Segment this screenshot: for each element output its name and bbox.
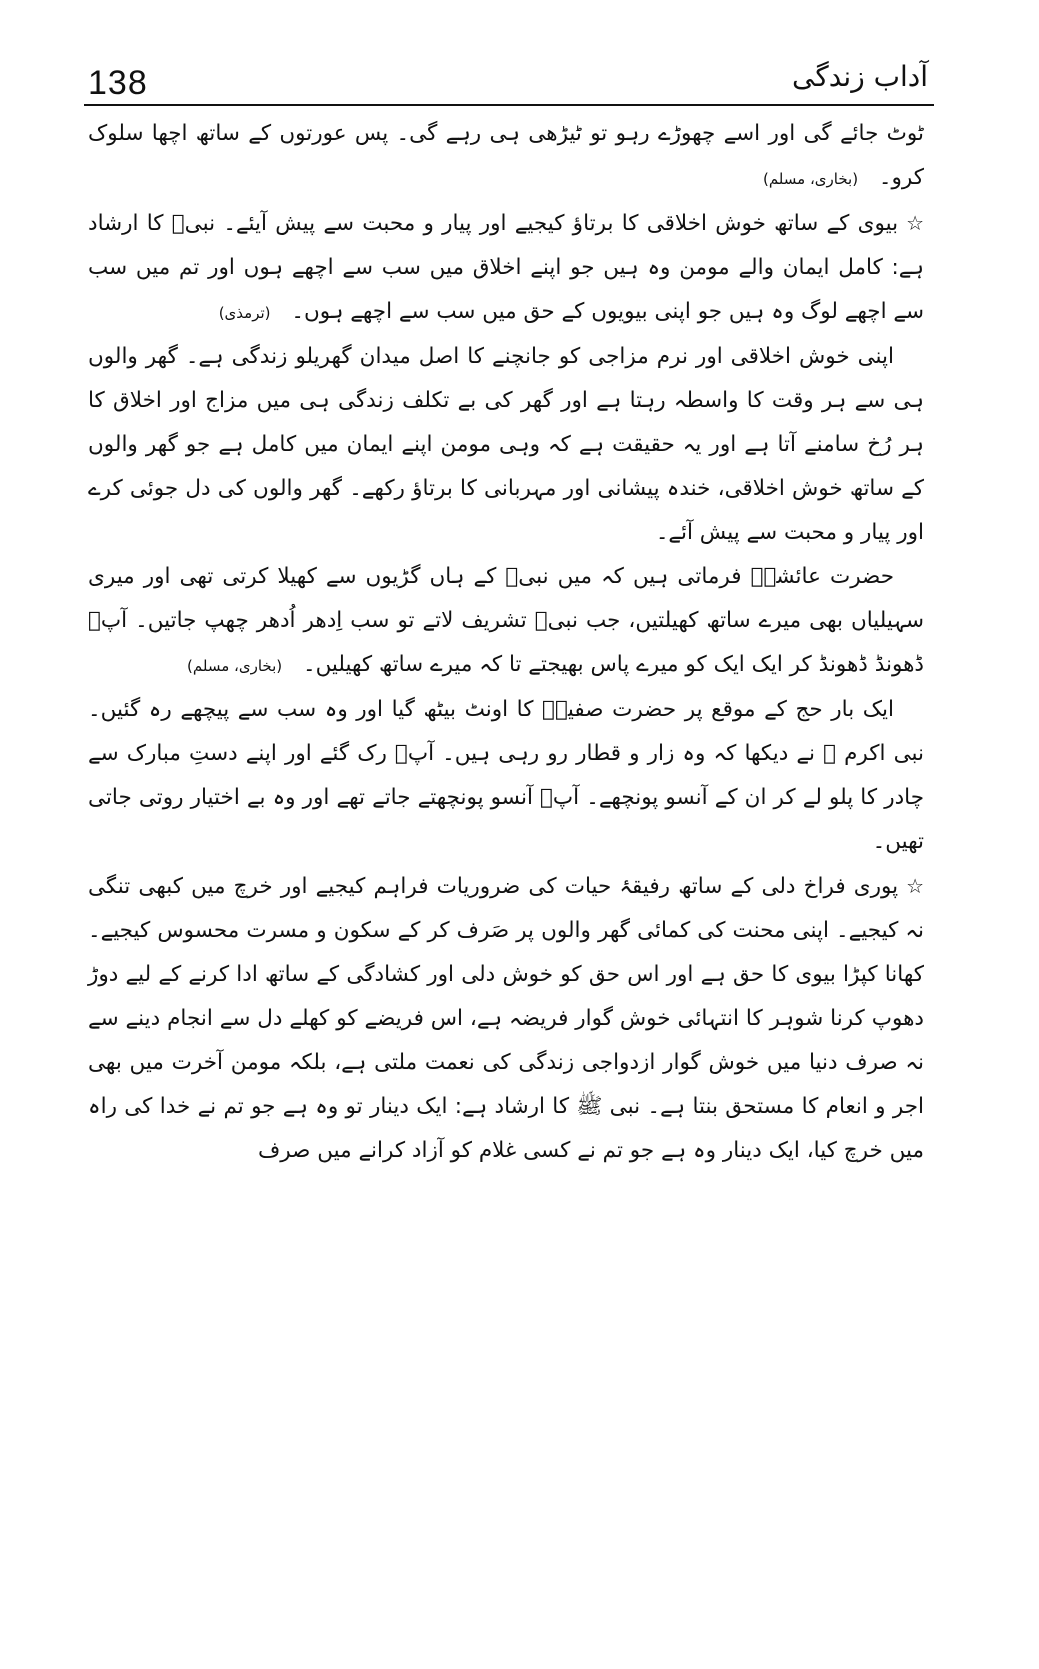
page-number: 138 [88,64,148,102]
paragraph-5-text: ایک بار حج کے موقع پر حضرت صفیہؓ کا اونٹ بیٹھ گیا اور وہ سب سے پیچھے رہ گئیں۔ نبی اکرم ﷺ نے دیکھا کہ وہ زار و قطار رو رہی ہیں۔ آپؐ رک گئے اور اپنے دستِ مبارک سے چادر کا پلو لے کر ان کے آنسو پونچھے۔ آپؐ آنسو پونچھتے جاتے تھے اور وہ بے اختیار روتی جاتی تھیں۔ [88,697,924,854]
paragraph-3-text: اپنی خوش اخلاقی اور نرم مزاجی کو جانچنے کا اصل میدان گھریلو زندگی ہے۔ گھر والوں ہی سے ہر وقت کا واسطہ رہتا ہے اور گھر کی بے تکلف زندگی ہی میں مزاج اور اخلاق کا ہر رُخ سامنے آتا ہے اور یہ حقیقت ہے کہ وہی مومن اپنے ایمان میں کامل ہے جو گھر والوں کے ساتھ خوش اخلاقی، خندہ پیشانی اور مہربانی کا برتاؤ رکھے۔ گھر والوں کی دل جوئی کرے اور پیار و محبت سے پیش آئے۔ [88,344,924,545]
paragraph-4-text: حضرت عائشہؓ فرماتی ہیں کہ میں نبیؐ کے ہاں گڑیوں سے کھیلا کرتی تھی اور میری سہیلیاں بھی میرے ساتھ کھیلتیں، جب نبیؐ تشریف لاتے تو سب اِدھر اُدھر چھپ جاتیں۔ آپؐ ڈھونڈ ڈھونڈ کر ایک ایک کو میرے پاس بھیجتے تا کہ میرے ساتھ کھیلیں۔ [88,564,924,677]
star-bullet-icon: ☆ [906,874,924,898]
page-header [88,60,928,108]
paragraph-2-reference: (ترمذی) [218,304,271,322]
paragraph-2 [88,201,924,335]
paragraph-1-text: ٹوٹ جائے گی اور اسے چھوڑے رہو تو ٹیڑھی ہی رہے گی۔ پس عورتوں کے ساتھ اچھا سلوک کرو۔ [88,121,924,190]
paragraph-2-text: بیوی کے ساتھ خوش اخلاقی کا برتاؤ کیجیے اور پیار و محبت سے پیش آیئے۔ نبیؐ کا ارشاد ہے: کامل ایمان والے مومن وہ ہیں جو اپنے اخلاق میں سب سے اچھے ہوں اور تم میں سب سے اچھے لوگ وہ ہیں جو اپنی بیویوں کے حق میں سب سے اچھے ہوں۔ [88,211,924,324]
body-text [88,112,924,1173]
paragraph-4 [88,555,924,688]
paragraph-5 [88,688,924,864]
paragraph-6 [88,864,924,1173]
paragraph-4-reference: (بخاری، مسلم) [187,657,283,675]
header-rule [84,104,934,106]
paragraph-6-text: پوری فراخ دلی کے ساتھ رفیقۂ حیات کی ضروریات فراہم کیجیے اور خرچ میں کبھی تنگی نہ کیجیے۔ اپنی محنت کی کمائی گھر والوں پر صَرف کر کے سکون و مسرت محسوس کیجیے۔ کھانا کپڑا بیوی کا حق ہے اور اس حق کو خوش دلی اور کشادگی کے ساتھ ادا کرنے کے لیے دوڑ دھوپ کرنا شوہر کا انتہائی خوش گوار فریضہ ہے، اس فریضے کو کھلے دل سے انجام دینے سے نہ صرف دنیا میں خوش گوار ازدواجی زندگی کی نعمت ملتی ہے، بلکہ مومن آخرت میں بھی اجر و انعام کا مستحق بنتا ہے۔ نبی ﷺ کا ارشاد ہے: ایک دینار تو وہ ہے جو تم نے خدا کی راہ میں خرچ کیا، ایک دینار وہ ہے جو تم نے کسی غلام کو آزاد کرانے میں صرف [88,874,924,1163]
running-head: آداب زندگی [792,60,928,93]
star-bullet-icon: ☆ [906,211,924,235]
paragraph-1 [88,112,924,201]
paragraph-3 [88,335,924,555]
paragraph-1-reference: (بخاری، مسلم) [762,170,859,188]
